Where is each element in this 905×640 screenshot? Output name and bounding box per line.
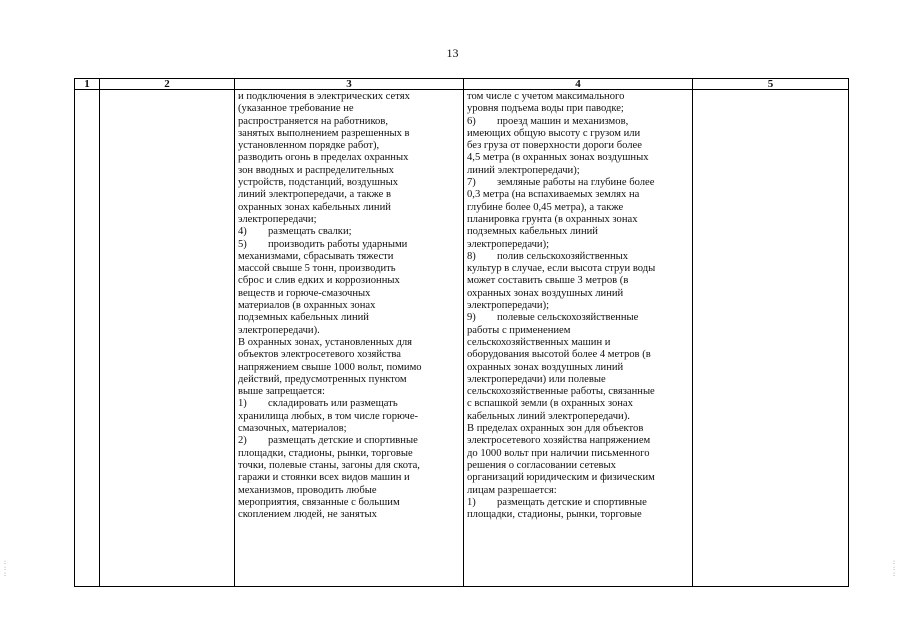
table-row [75, 90, 849, 587]
cell-col-5 [693, 90, 849, 587]
regulation-table [74, 78, 849, 587]
page-number: 13 [446, 46, 459, 60]
table-header-row [75, 79, 849, 90]
cell-col-1-text [75, 90, 99, 585]
cell-col-5-text [693, 90, 848, 585]
scan-edge-mark-right: : : : [893, 559, 896, 578]
column-header-5: 5 [693, 79, 849, 90]
column-header-3: 3 [235, 79, 464, 90]
restrictions-continued-text: том числе с учетом максимального уровня подъема воды при паводке; 6) проезд машин и механизмов, имеющих общую высоту с грузом или без груза от поверхности дороги более 4,5 метра (в охранных зонах воздушных линий электропередачи); 7) земляные работы на глубине более 0,3 метра (на вспахиваемых землях на глубине более 0,45 метра), а также планировка грунта (в охранных зонах подземных кабельных линий электропередачи); 8) полив сельскохозяйственных культур в случае, если высота струи воды может составить свыше 3 метров (в охранных зонах воздушных линий электропередачи); 9) полевые сельскохозяйственные работы с применением сельскохозяйственных машин и оборудования высотой более 4 метров (в охранных зонах воздушных линий электропередачи) или полевые сельскохозяйственные работы, связанные с вспашкой земли (в охранных зонах кабельных линий электропередачи). В пределах охранных зон для объектов электросетевого хозяйства напряжением до 1000 вольт при наличии письменного решения о согласовании сетевых организаций юридическим и физическим лицам разрешается: 1) размещать детские и спортивные площадки, стадионы, рынки, торговые [467, 91, 656, 521]
scan-edge-mark-left: : : : [4, 559, 7, 578]
cell-col-2-text [100, 90, 234, 585]
column-header-2: 2 [100, 79, 235, 90]
column-header-1: 1 [75, 79, 100, 90]
column-header-4: 4 [464, 79, 693, 90]
cell-col-4 [464, 90, 693, 587]
restrictions-text: и подключения в электрических сетях (указанное требование не распространяется на работников, занятых выполнением разрешенных в установленном порядке работ), разводить огонь в пределах охранных зон вводных и распределительных устройств, подстанций, воздушных линий электропередачи, а также в охранных зонах кабельных линий электропередачи; 4) размещать свалки; 5) производить работы ударными механизмами, сбрасывать тяжести массой свыше 5 тонн, производить сброс и слив едких и коррозионных веществ и горюче-смазочных материалов (в охранных зонах подземных кабельных линий электропередачи). В охранных зонах, установленных для объектов электросетевого хозяйства напряжением свыше 1000 вольт, помимо действий, предусмотренных пунктом выше запрещается: 1) складировать или размещать хранилища любых, в том числе горюче- смазочных, материалов; 2) размещать детские и спортивные площадки, стадионы, рынки, торговые точки, полевые станы, загоны для скота, гаражи и стоянки всех видов машин и механизмов, проводить любые мероприятия, связанные с большим скоплением людей, не занятых [238, 91, 422, 521]
cell-col-3 [235, 90, 464, 587]
cell-col-1 [75, 90, 100, 587]
cell-col-2 [100, 90, 235, 587]
